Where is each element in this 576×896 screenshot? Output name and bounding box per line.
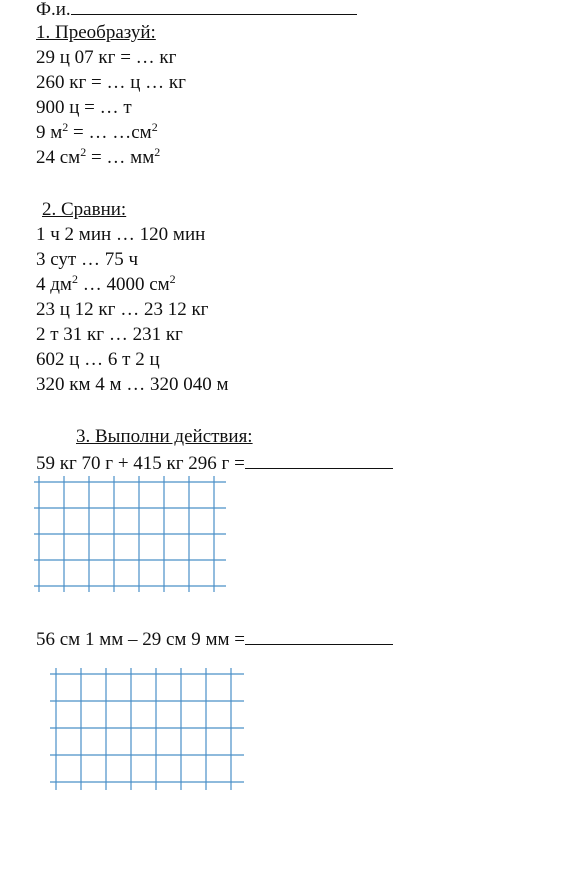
grid-1[interactable] [34,476,226,592]
task2-title: 2. Сравни: [42,199,127,220]
name-label: Ф.и. [36,0,71,20]
task2-line-5: 2 т 31 кг … 231 кг [36,324,183,345]
task1-line-3: 900 ц = … т [36,97,132,118]
task2-line-3: 4 $дм^2$ … 4000 $см^2$ [36,272,176,295]
task1-line-2: 260 кг = … ц … кг [36,72,186,93]
task3-expr-1: 59 кг 70 г + 415 кг 296 г = [36,450,393,476]
grid-2[interactable] [50,668,244,790]
answer-blank-1[interactable] [245,450,393,469]
name-line [36,0,357,22]
task1-line-4: 9 $м^2$ = … $\dots см^2$ [36,120,158,143]
task1-line-5: 24 $см^2$ = … $мм^2$ [36,145,161,168]
task2-line-1: 1 ч 2 мин … 120 мин [36,224,206,245]
task1-line-1: 29 ц 07 кг = … кг [36,47,177,68]
task2-line-2: 3 сут … 75 ч [36,249,139,270]
task2-line-6: 602 ц … 6 т 2 ц [36,349,160,370]
task2-line-7: 320 км 4 м … 320 040 м [36,374,229,395]
task2-line-4: 23 ц 12 кг … 23 12 кг [36,299,209,320]
task3-expr-2: 56 см 1 мм – 29 см 9 мм = [36,626,393,652]
task1-title: 1. Преобразуй: [36,22,156,43]
answer-blank-2[interactable] [245,626,393,645]
task3-title: 3. Выполни действия: [76,426,253,447]
name-blank[interactable] [71,0,357,15]
